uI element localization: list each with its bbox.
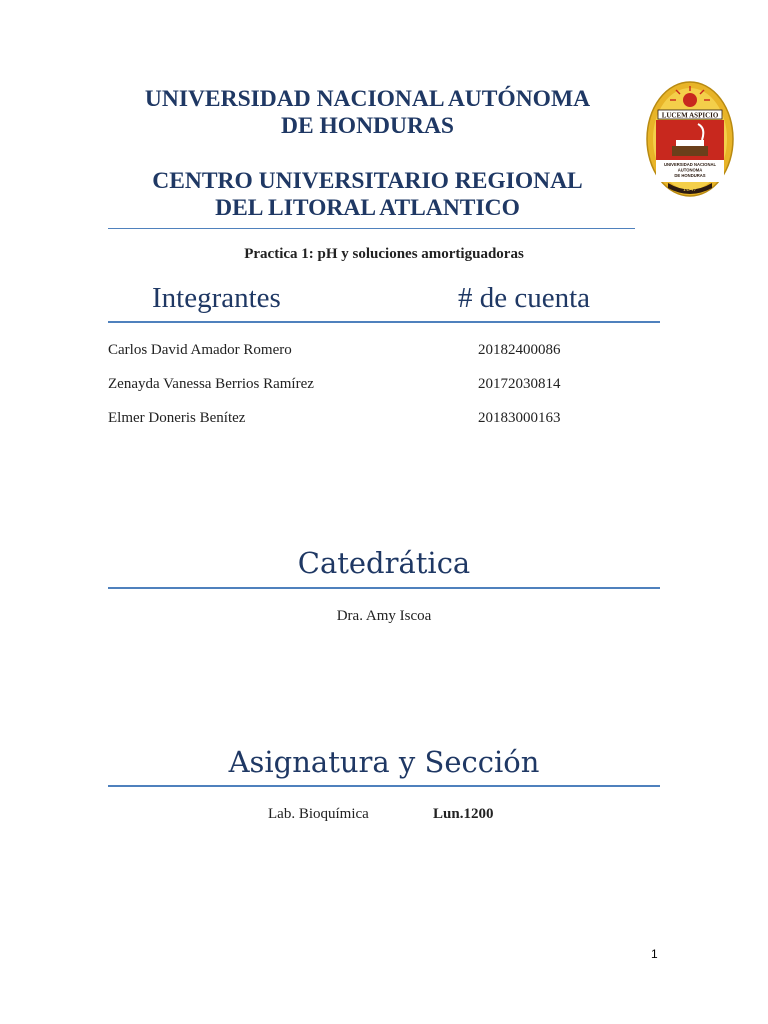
seal-name-line2: AUTONOMA (677, 167, 703, 173)
seal-year: 1847 (683, 185, 697, 193)
page-number: 1 (651, 947, 658, 961)
member-name: Carlos David Amador Romero (108, 342, 292, 358)
catedratica-divider (108, 587, 660, 589)
center-name-line1: CENTRO UNIVERSITARIO REGIONAL (152, 168, 583, 194)
member-name: Elmer Doneris Benítez (108, 410, 246, 426)
seal-name-line1: UNIVERSIDAD NACIONAL (663, 162, 717, 167)
account-header: # de cuenta (458, 282, 591, 314)
university-name-line1: UNIVERSIDAD NACIONAL AUTÓNOMA (144, 86, 591, 112)
asignatura-divider (108, 785, 660, 787)
member-account: 20172030814 (478, 376, 561, 392)
header-divider (108, 228, 635, 229)
university-name-line2: DE HONDURAS (280, 113, 454, 139)
catedratica-name: Dra. Amy Iscoa (336, 608, 432, 624)
members-divider (108, 321, 660, 323)
center-name-line2: DEL LITORAL ATLANTICO (215, 195, 520, 221)
member-account: 20182400086 (478, 342, 561, 358)
members-header: Integrantes (152, 282, 281, 314)
practice-title: Practica 1: pH y soluciones amortiguadoras (244, 246, 524, 262)
member-account: 20183000163 (478, 410, 561, 426)
seal-name-line3: DE HONDURAS (674, 173, 706, 178)
member-name: Zenayda Vanessa Berrios Ramírez (108, 376, 314, 392)
university-seal-logo (646, 80, 734, 198)
section-code: Lun.1200 (433, 806, 494, 822)
seal-motto: LUCEM ASPICIO (661, 111, 719, 120)
asignatura-title: Asignatura y Sección (228, 745, 540, 779)
subject-name: Lab. Bioquímica (268, 806, 369, 822)
catedratica-title: Catedrática (297, 546, 471, 580)
